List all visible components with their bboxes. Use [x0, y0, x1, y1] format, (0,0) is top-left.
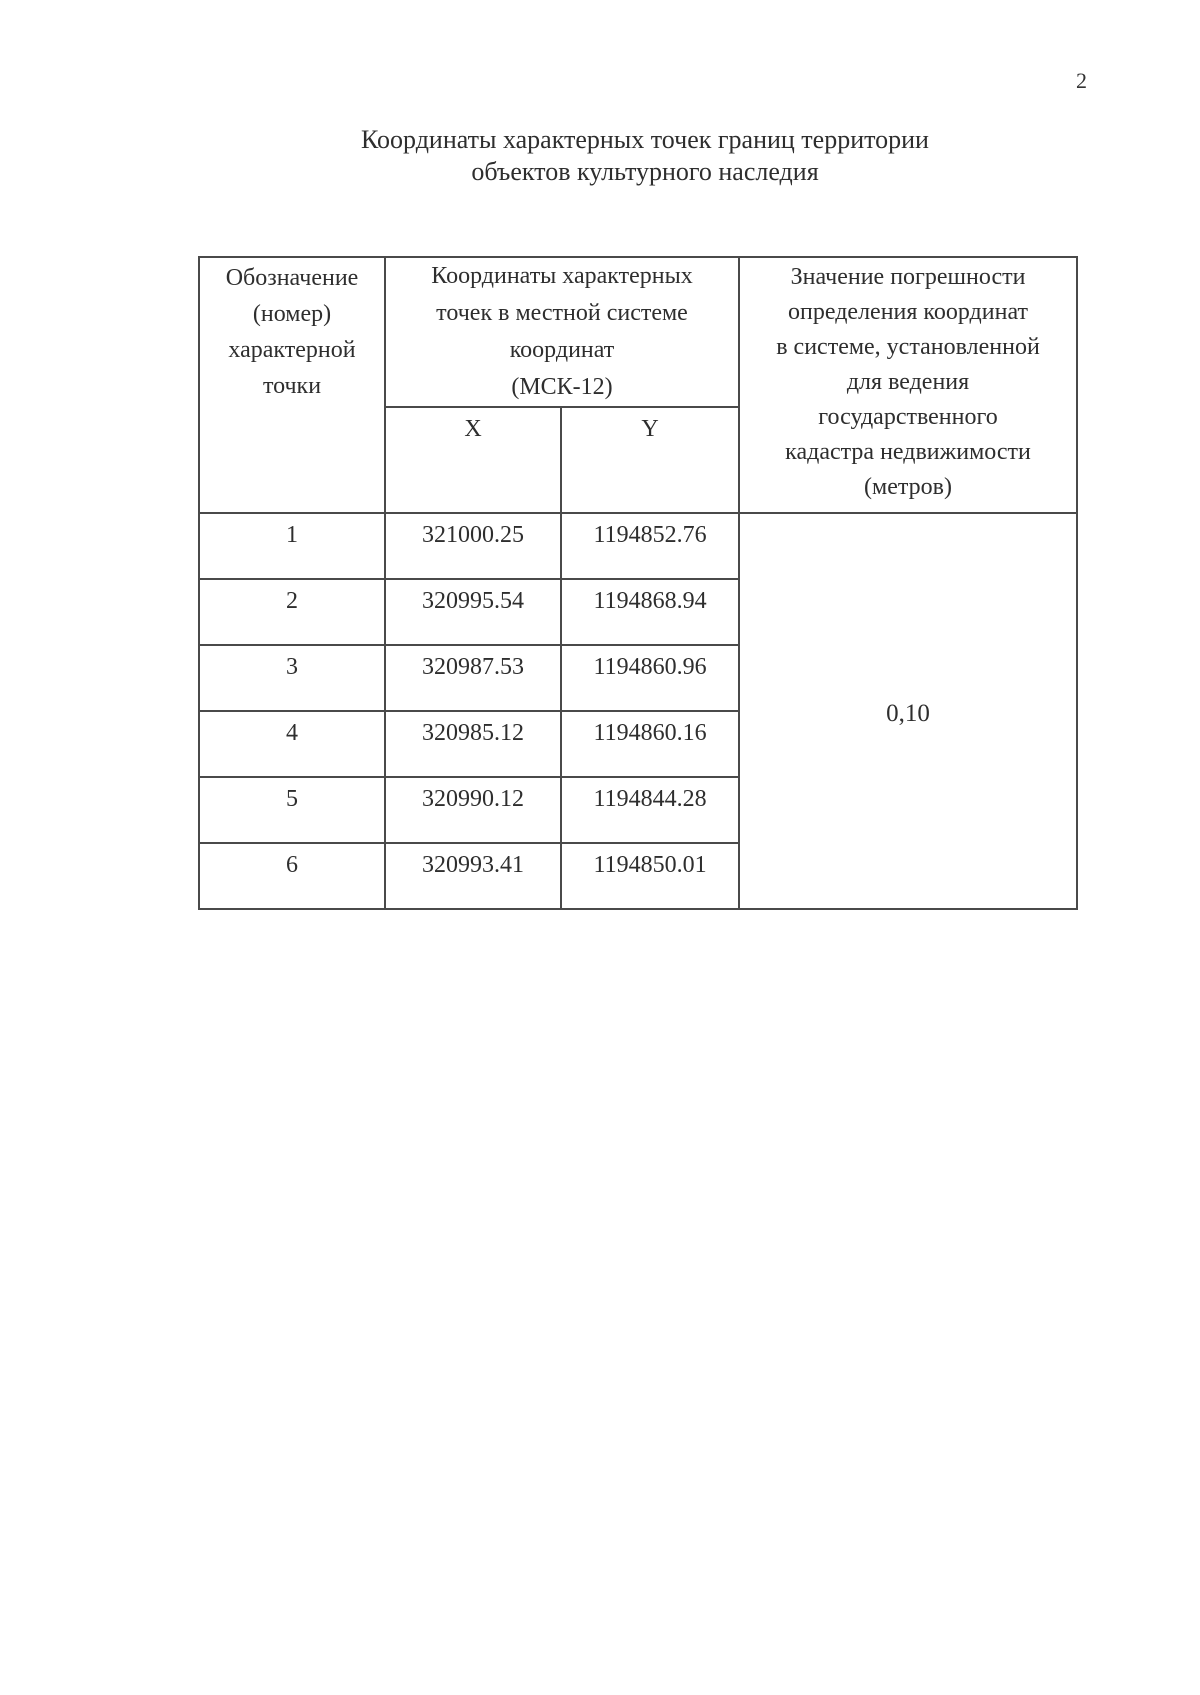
page-number: 2 [1076, 68, 1087, 93]
header-coords [385, 257, 739, 407]
header-coords-line: (МСК-12) [511, 374, 613, 400]
cell-mark: 3 [199, 645, 385, 711]
header-mark-line: характерной [228, 337, 356, 363]
cell-y: 1194860.96 [561, 645, 739, 711]
header-error-line: государственного [818, 404, 998, 430]
cell-x: 320993.41 [385, 843, 561, 909]
header-error-line: (метров) [864, 474, 952, 500]
cell-mark: 2 [199, 579, 385, 645]
document-title [0, 124, 1200, 188]
header-error-line: в системе, установленной [776, 334, 1040, 360]
table-row [199, 513, 1077, 579]
header-error-line: Значение погрешности [790, 264, 1026, 290]
header-coords-line: Координаты характерных [431, 263, 693, 289]
header-coords-line: координат [509, 337, 615, 363]
cell-y: 1194860.16 [561, 711, 739, 777]
title-line-1: Координаты характерных точек границ территории [361, 125, 929, 154]
header-error-line: определения координат [788, 299, 1028, 325]
cell-x: 320995.54 [385, 579, 561, 645]
cell-x: 320985.12 [385, 711, 561, 777]
header-coords-line: точек в местной системе [436, 300, 688, 326]
cell-mark: 5 [199, 777, 385, 843]
header-y: Y [561, 407, 739, 513]
header-mark [199, 257, 385, 513]
cell-mark: 4 [199, 711, 385, 777]
header-error-line: кадастра недвижимости [785, 439, 1031, 465]
cell-y: 1194850.01 [561, 843, 739, 909]
header-x: X [385, 407, 561, 513]
cell-y: 1194844.28 [561, 777, 739, 843]
cell-x: 321000.25 [385, 513, 561, 579]
coordinates-table [198, 256, 1078, 910]
title-line-2: объектов культурного наследия [471, 157, 819, 186]
cell-y: 1194852.76 [561, 513, 739, 579]
cell-y: 1194868.94 [561, 579, 739, 645]
cell-mark: 6 [199, 843, 385, 909]
header-mark-line: (номер) [252, 301, 332, 327]
cell-x: 320990.12 [385, 777, 561, 843]
header-mark-line: точки [262, 373, 322, 399]
header-row [199, 257, 1077, 407]
cell-x: 320987.53 [385, 645, 561, 711]
header-error-line: для ведения [846, 369, 970, 395]
cell-error-value: 0,10 [739, 513, 1077, 909]
header-error [739, 257, 1077, 513]
cell-mark: 1 [199, 513, 385, 579]
header-mark-line: Обозначение [225, 265, 359, 291]
